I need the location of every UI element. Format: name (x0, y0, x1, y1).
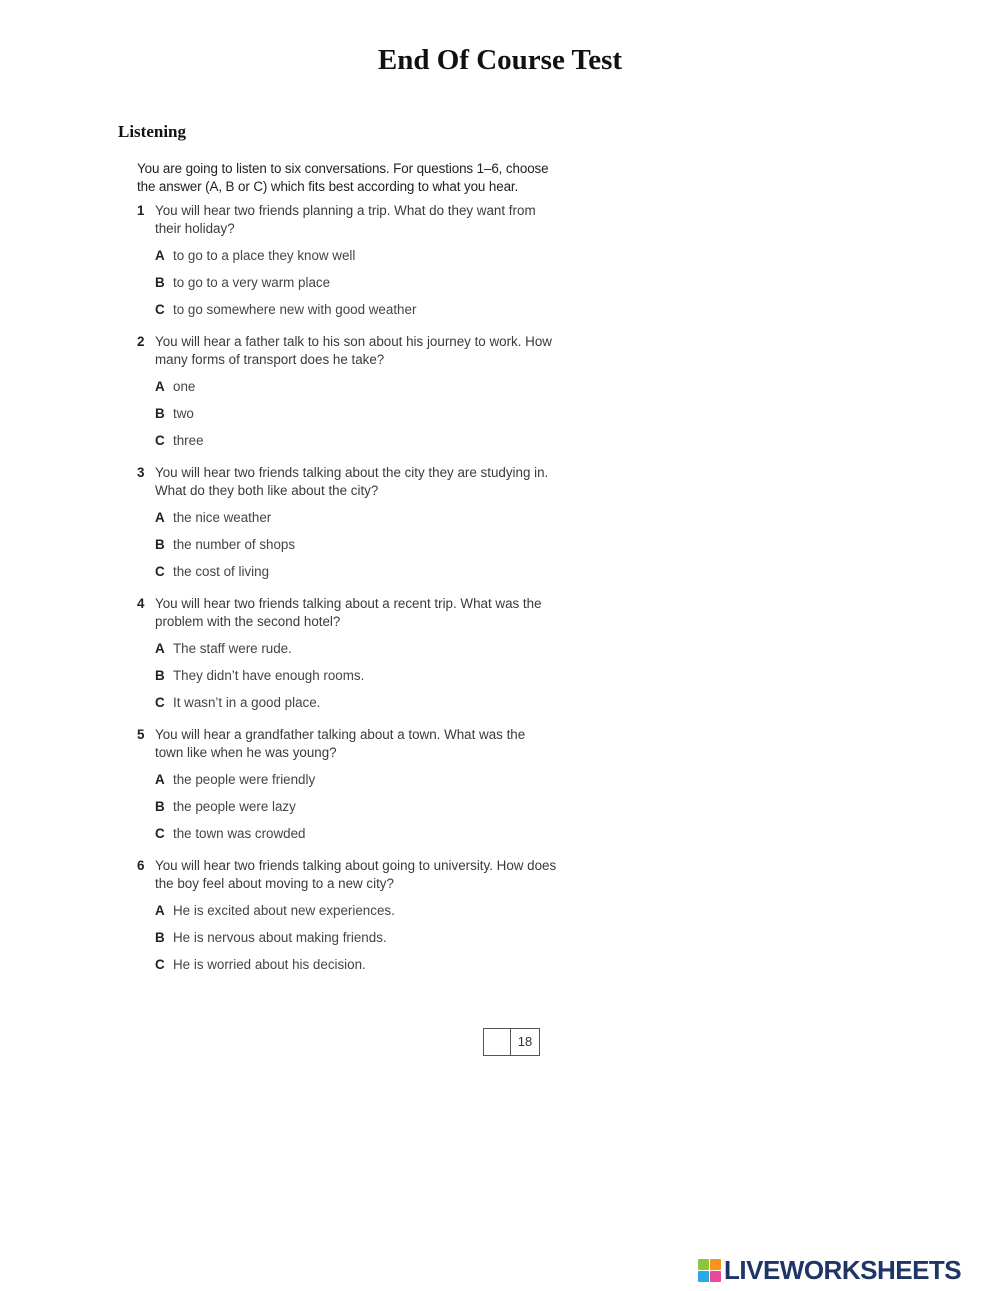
question-number: 3 (137, 465, 145, 480)
option-letter: A (155, 379, 165, 394)
liveworksheets-logo[interactable] (698, 1254, 961, 1286)
option-letter: B (155, 799, 165, 814)
option-text: the cost of living (173, 564, 270, 579)
answer-option[interactable] (155, 563, 557, 581)
question-line (137, 202, 557, 238)
option-text: He is excited about new experiences. (173, 903, 395, 918)
question-2 (137, 333, 557, 450)
answer-option[interactable] (155, 771, 557, 789)
score-input[interactable] (484, 1029, 511, 1055)
answer-option[interactable] (155, 405, 557, 423)
question-text: You will hear two friends talking about a recent trip. What was the problem with the second hotel? (155, 596, 542, 629)
answer-option[interactable] (155, 301, 557, 319)
question-line (137, 464, 557, 500)
option-letter: B (155, 930, 165, 945)
logo-text: LIVEWORKSHEETS (724, 1254, 962, 1285)
questions-container (137, 202, 557, 974)
option-text: the number of shops (173, 537, 296, 552)
option-text: The staff were rude. (173, 641, 292, 656)
answer-option[interactable] (155, 378, 557, 396)
answer-option[interactable] (155, 536, 557, 554)
score-total: 18 (517, 1034, 533, 1049)
question-line (137, 333, 557, 369)
option-text: to go somewhere new with good weather (173, 302, 417, 317)
question-number: 6 (137, 858, 145, 873)
question-text: You will hear a grandfather talking about a town. What was the town like when he was young? (155, 727, 526, 760)
section-heading: Listening (118, 122, 187, 141)
option-text: It wasn’t in a good place. (173, 695, 321, 710)
answer-option[interactable] (155, 798, 557, 816)
logo-block-orange (710, 1259, 721, 1270)
score-box (483, 1028, 540, 1056)
answer-option[interactable] (155, 509, 557, 527)
answer-option[interactable] (155, 667, 557, 685)
question-3 (137, 464, 557, 581)
option-text: They didn’t have enough rooms. (173, 668, 365, 683)
option-letter: B (155, 668, 165, 683)
option-letter: A (155, 510, 165, 525)
question-number: 4 (137, 596, 145, 611)
option-letter: B (155, 275, 165, 290)
option-text: to go to a very warm place (173, 275, 331, 290)
question-text: You will hear two friends talking about the city they are studying in. What do they both like about the city? (155, 465, 549, 498)
option-text: the people were lazy (173, 799, 296, 814)
answer-option[interactable] (155, 274, 557, 292)
option-letter: A (155, 903, 165, 918)
option-letter: B (155, 537, 165, 552)
option-letter: C (155, 564, 165, 579)
question-6 (137, 857, 557, 974)
answer-option[interactable] (155, 956, 557, 974)
option-text: one (173, 379, 196, 394)
option-letter: C (155, 695, 165, 710)
answer-option[interactable] (155, 694, 557, 712)
answer-option[interactable] (155, 825, 557, 843)
option-letter: A (155, 641, 165, 656)
question-number: 1 (137, 203, 145, 218)
instructions: You are going to listen to six conversations. For questions 1–6, choose the answer (A, B or C) which fits best according to what you hear. (137, 161, 549, 194)
question-line (137, 726, 557, 762)
option-text: the nice weather (173, 510, 272, 525)
question-line (137, 595, 557, 631)
option-text: He is worried about his decision. (173, 957, 366, 972)
option-text: two (173, 406, 194, 421)
logo-block-green (698, 1259, 709, 1270)
logo-block-pink (710, 1271, 721, 1282)
option-text: the people were friendly (173, 772, 316, 787)
question-text: You will hear a father talk to his son about his journey to work. How many forms of transport does he take? (155, 334, 552, 367)
option-letter: A (155, 248, 165, 263)
question-5 (137, 726, 557, 843)
option-letter: C (155, 433, 165, 448)
answer-option[interactable] (155, 247, 557, 265)
question-line (137, 857, 557, 893)
answer-option[interactable] (155, 902, 557, 920)
option-letter: B (155, 406, 165, 421)
answer-option[interactable] (155, 929, 557, 947)
question-text: You will hear two friends talking about going to university. How does the boy feel about moving to a new city? (155, 858, 557, 891)
option-text: the town was crowded (173, 826, 306, 841)
question-list (137, 160, 557, 988)
answer-option[interactable] (155, 432, 557, 450)
option-letter: A (155, 772, 165, 787)
option-text: to go to a place they know well (173, 248, 356, 263)
question-1 (137, 202, 557, 319)
page-title: End Of Course Test (377, 44, 623, 76)
option-text: three (173, 433, 204, 448)
question-number: 2 (137, 334, 145, 349)
question-number: 5 (137, 727, 145, 742)
answer-option[interactable] (155, 640, 557, 658)
question-text: You will hear two friends planning a trip. What do they want from their holiday? (155, 203, 536, 236)
liveworksheets-logo-icon (698, 1259, 721, 1282)
option-letter: C (155, 957, 165, 972)
option-letter: C (155, 826, 165, 841)
question-4 (137, 595, 557, 712)
option-letter: C (155, 302, 165, 317)
option-text: He is nervous about making friends. (173, 930, 387, 945)
logo-block-blue (698, 1271, 709, 1282)
